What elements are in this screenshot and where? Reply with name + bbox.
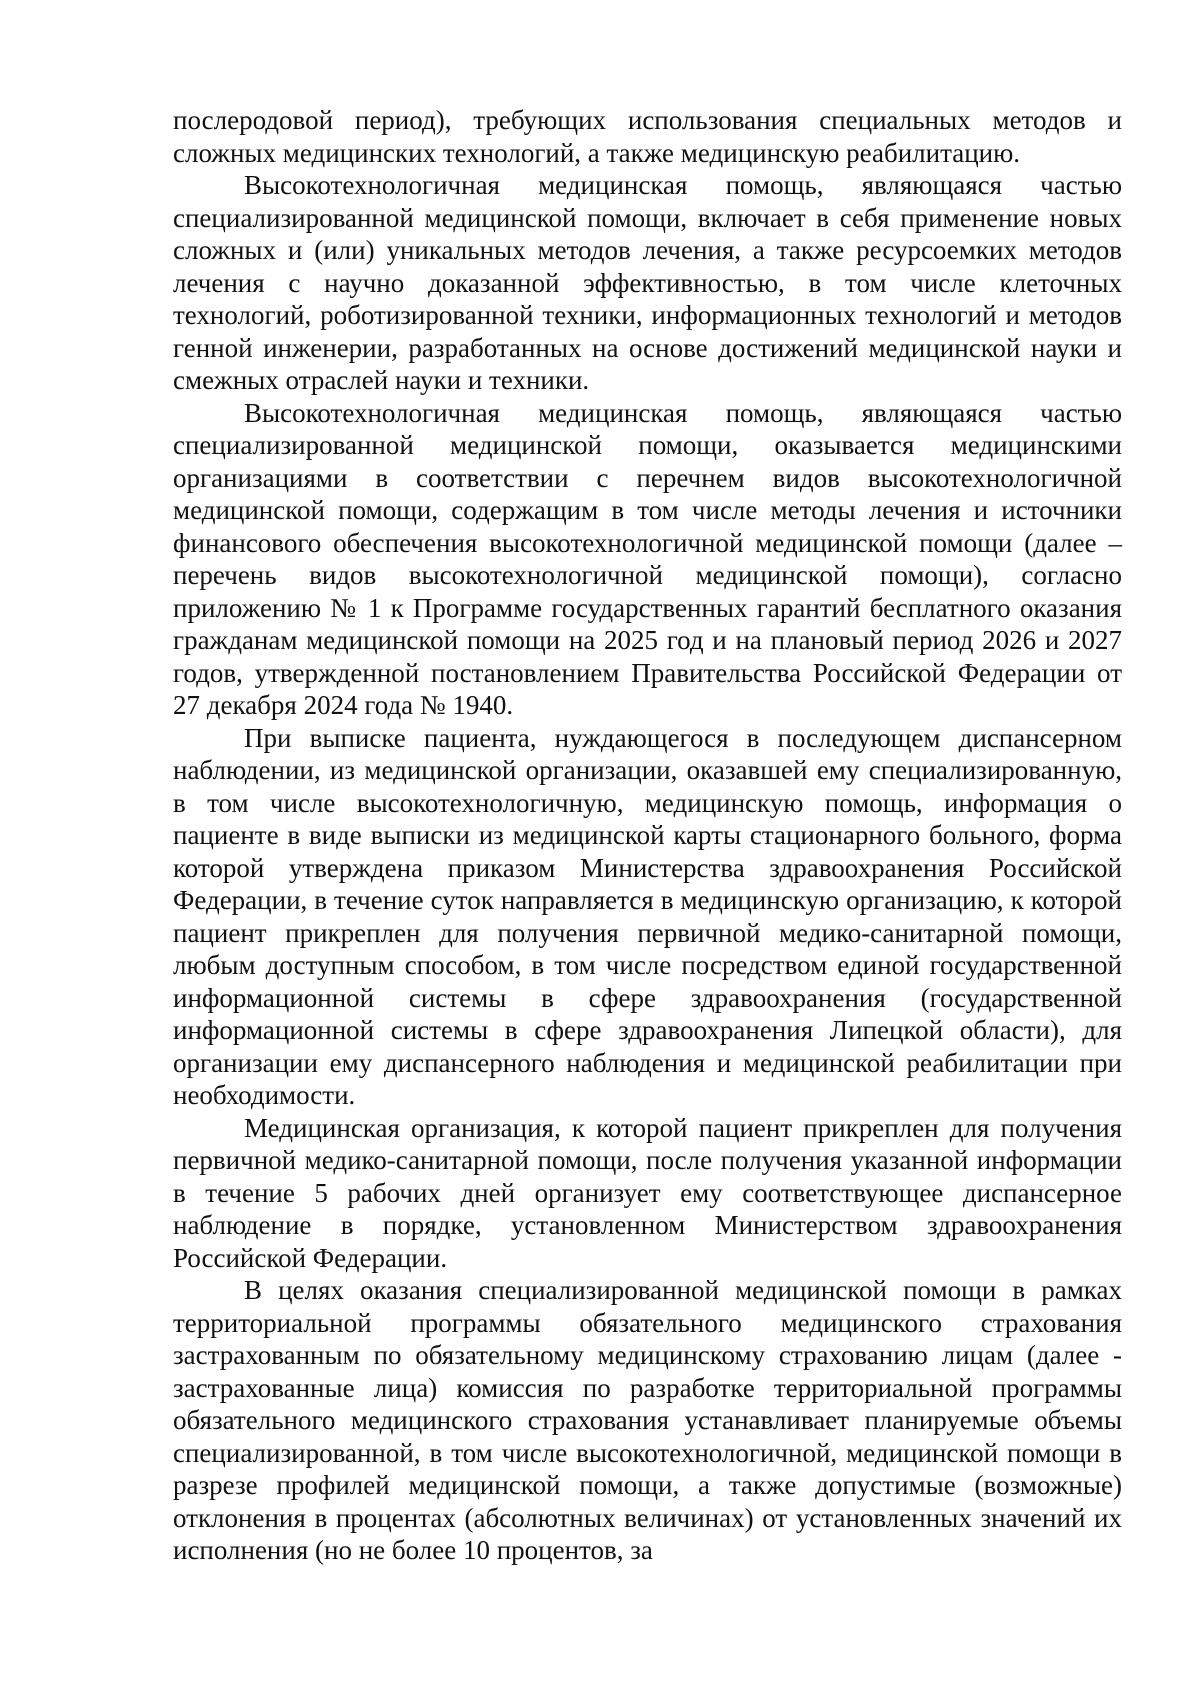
paragraph-high-tech-provision: Высокотехнологичная медицинская помощь, являющаяся частью специализированной медицинской помощи, оказывается медицинскими организациями в соответствии с перечнем видов высокотехнологичной медицинской помощи, содержащим в том числе методы лечения и источники финансового обеспечения высокотехнологичной медицинской помощи (далее – перечень видов высокотехнологичной медицинской помощи), согласно приложению № 1 к Программе государственных гарантий бесплатного оказания гражданам медицинской помощи на 2025 год и на плановый период 2026 и 2027 годов, утвержденной постановлением Правительства Российской Федерации от 27 декабря 2024 года № 1940. [173,397,1122,720]
paragraph-high-tech-definition: Высокотехнологичная медицинская помощь, являющаяся частью специализированной медицинской помощи, включает в себя применение новых сложных и (или) уникальных методов лечения, а также ресурсоемких методов лечения с научно доказанной эффективностью, в том числе клеточных технологий, роботизированной техники, информационных технологий и методов генной инженерии, разработанных на основе достижений медицинской науки и смежных отраслей науки и техники. [173,170,1122,395]
document-page [173,104,1122,1567]
paragraph-oms-volumes: В целях оказания специализированной медицинской помощи в рамках территориальной программы обязательного медицинского страхования застрахованным по обязательному медицинскому страхованию лицам (далее - застрахованные лица) комиссия по разработке территориальной программы обязательного медицинского страхования устанавливает планируемые объемы специализированной, в том числе высокотехнологичной, медицинской помощи в разрезе профилей медицинской помощи, а также допустимые (возможные) отклонения в процентах (абсолютных величинах) от установленных значений их исполнения (но не более 10 процентов, за [173,1275,1122,1565]
paragraph-dispensary-observation: Медицинская организация, к которой пациент прикреплен для получения первичной медико-санитарной помощи, после получения указанной информации в течение 5 рабочих дней организует ему соответствующее диспансерное наблюдение в порядке, установленном Министерством здравоохранения Российской Федерации. [173,1112,1122,1273]
paragraph-patient-discharge: При выписке пациента, нуждающегося в последующем диспансерном наблюдении, из медицинской организации, оказавшей ему специализированную, в том числе высокотехнологичную, медицинскую помощь, информация о пациенте в виде выписки из медицинской карты стационарного больного, форма которой утверждена приказом Министерства здравоохранения Российской Федерации, в течение суток направляется в медицинскую организацию, к которой пациент прикреплен для получения первичной медико-санитарной помощи, любым доступным способом, в том числе посредством единой государственной информационной системы в сфере здравоохранения (государственной информационной системы в сфере здравоохранения Липецкой области), для организации ему диспансерного наблюдения и медицинской реабилитации при необходимости. [173,722,1122,1110]
paragraph-continuation: послеродовой период), требующих использования специальных методов и сложных медицинских технологий, а также медицинскую реабилитацию. [173,105,1122,168]
